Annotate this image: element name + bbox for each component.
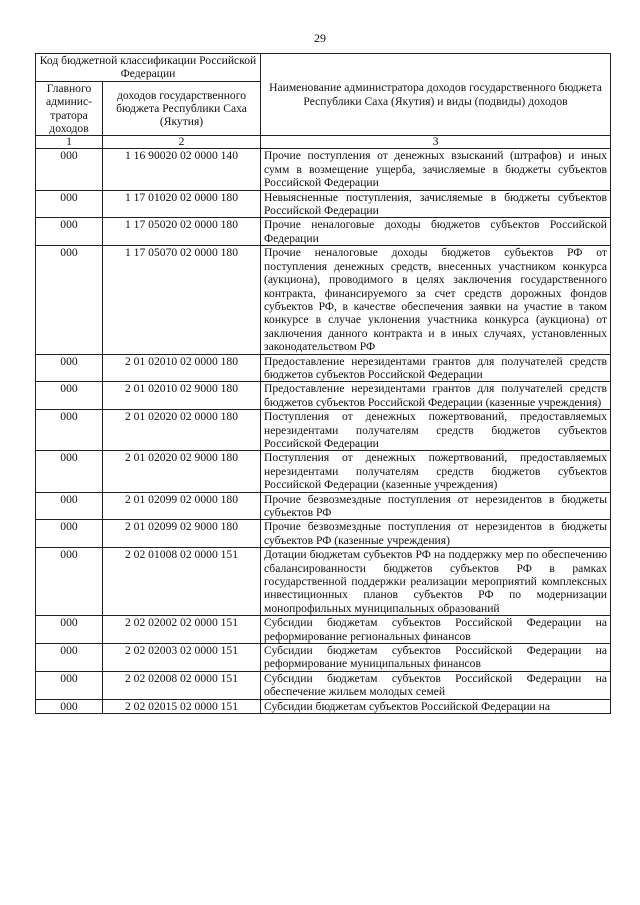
header-col2-title: доходов государственного бюджета Республики Саха (Якутия)	[103, 81, 261, 136]
income-name-cell: Дотации бюджетам субъектов РФ на поддержку мер по обеспечению сбалансированности бюджетов субъектов РФ в рамках государственной поддержки реализации мероприятий комплексных инвестиционных планов субъектов РФ по модернизации монопрофильных муниципальных образований	[261, 548, 611, 616]
column-number: 1	[36, 136, 103, 149]
income-code-cell: 1 17 05020 02 0000 180	[103, 218, 261, 246]
admin-code-cell: 000	[36, 671, 103, 699]
income-name-cell: Субсидии бюджетам субъектов Российской Федерации на	[261, 699, 611, 713]
admin-code-cell: 000	[36, 492, 103, 520]
income-name-cell: Субсидии бюджетам субъектов Российской Федерации на реформирование региональных финансов	[261, 616, 611, 644]
income-name-cell: Поступления от денежных пожертвований, предоставляемых нерезидентами получателям средств бюджетов субъектов Российской Федерации (казенные учреждения)	[261, 451, 611, 492]
income-name-cell: Прочие безвозмездные поступления от нерезидентов в бюджеты субъектов РФ	[261, 492, 611, 520]
income-code-cell: 2 01 02020 02 0000 180	[103, 410, 261, 451]
income-code-cell: 2 01 02010 02 9000 180	[103, 382, 261, 410]
income-code-cell: 1 17 01020 02 0000 180	[103, 190, 261, 218]
income-code-cell: 2 02 02003 02 0000 151	[103, 644, 261, 672]
table-row	[36, 520, 611, 548]
table-row	[36, 354, 611, 382]
admin-code-cell: 000	[36, 644, 103, 672]
admin-code-cell: 000	[36, 699, 103, 713]
table-row	[36, 149, 611, 190]
income-name-cell: Субсидии бюджетам субъектов Российской Федерации на обеспечение жильем молодых семей	[261, 671, 611, 699]
income-code-cell: 2 01 02020 02 9000 180	[103, 451, 261, 492]
table-row	[36, 190, 611, 218]
admin-code-cell: 000	[36, 548, 103, 616]
column-number: 2	[103, 136, 261, 149]
admin-code-cell: 000	[36, 218, 103, 246]
column-number: 3	[261, 136, 611, 149]
table-row	[36, 548, 611, 616]
header-col3-title: Наименование администратора доходов государственного бюджета Республики Саха (Якутия) и виды (подвиды) доходов	[261, 54, 611, 136]
income-code-cell: 1 17 05070 02 0000 180	[103, 246, 261, 354]
income-name-cell: Поступления от денежных пожертвований, предоставляемых нерезидентами получателям средств бюджетов субъектов Российской Федерации	[261, 410, 611, 451]
income-name-cell: Предоставление нерезидентами грантов для получателей средств бюджетов субъектов Российской Федерации	[261, 354, 611, 382]
admin-code-cell: 000	[36, 246, 103, 354]
table-row	[36, 671, 611, 699]
header-col1-title: Главного админис-тратора доходов	[36, 81, 103, 136]
income-code-cell: 2 02 02008 02 0000 151	[103, 671, 261, 699]
income-code-cell: 2 02 02002 02 0000 151	[103, 616, 261, 644]
income-code-cell: 2 01 02099 02 9000 180	[103, 520, 261, 548]
income-code-cell: 2 02 01008 02 0000 151	[103, 548, 261, 616]
admin-code-cell: 000	[36, 354, 103, 382]
income-code-cell: 1 16 90020 02 0000 140	[103, 149, 261, 190]
admin-code-cell: 000	[36, 451, 103, 492]
income-name-cell: Невыясненные поступления, зачисляемые в бюджеты субъектов Российской Федерации	[261, 190, 611, 218]
admin-code-cell: 000	[36, 520, 103, 548]
table-row	[36, 218, 611, 246]
table-body	[36, 149, 611, 714]
income-name-cell: Прочие неналоговые доходы бюджетов субъектов РФ от поступления денежных средств, внесенных участником конкурса (аукциона), проводимого в целях заключения государственного контракта, финансируемого за счет средств дорожных фондов субъектов РФ, в качестве обеспечения заявки на участие в таком конкурсе в случае уклонения участника конкурса (аукциона) от заключения данного контракта и в иных случаях, установленных законодательством РФ	[261, 246, 611, 354]
header-group-title: Код бюджетной классификации Российской Федерации	[36, 54, 261, 82]
income-code-cell: 2 01 02099 02 0000 180	[103, 492, 261, 520]
income-code-cell: 2 01 02010 02 0000 180	[103, 354, 261, 382]
table-row	[36, 492, 611, 520]
table-row	[36, 451, 611, 492]
table-row	[36, 699, 611, 713]
admin-code-cell: 000	[36, 382, 103, 410]
income-name-cell: Прочие безвозмездные поступления от нерезидентов в бюджеты субъектов РФ (казенные учреждения)	[261, 520, 611, 548]
admin-code-cell: 000	[36, 190, 103, 218]
admin-code-cell: 000	[36, 616, 103, 644]
table-row	[36, 616, 611, 644]
income-code-cell: 2 02 02015 02 0000 151	[103, 699, 261, 713]
income-name-cell: Прочие неналоговые доходы бюджетов субъектов Российской Федерации	[261, 218, 611, 246]
table-row	[36, 246, 611, 354]
table-row	[36, 382, 611, 410]
table-row	[36, 644, 611, 672]
table-row	[36, 410, 611, 451]
income-name-cell: Прочие поступления от денежных взысканий (штрафов) и иных сумм в возмещение ущерба, зачисляемые в бюджеты субъектов Российской Федерации	[261, 149, 611, 190]
admin-code-cell: 000	[36, 410, 103, 451]
budget-classification-table	[35, 53, 611, 714]
income-name-cell: Предоставление нерезидентами грантов для получателей средств бюджетов субъектов Российской Федерации (казенные учреждения)	[261, 382, 611, 410]
income-name-cell: Субсидии бюджетам субъектов Российской Федерации на реформирование муниципальных финансов	[261, 644, 611, 672]
admin-code-cell: 000	[36, 149, 103, 190]
page-number: 29	[314, 31, 326, 45]
